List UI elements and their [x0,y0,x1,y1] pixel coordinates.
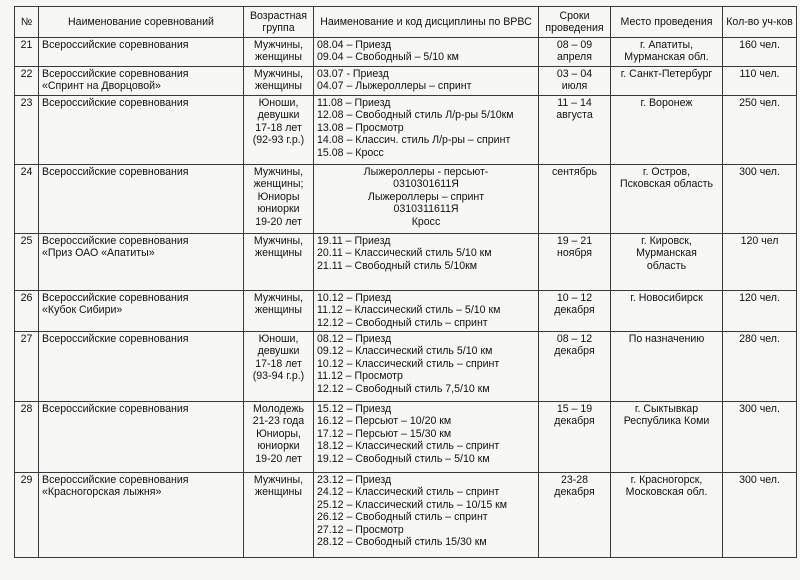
discipline-list [314,473,539,558]
row-number: 29 [15,473,39,558]
row-number: 26 [15,291,39,332]
dates: 19 – 21 ноября [539,234,611,291]
discipline-item: Кросс [411,215,441,228]
place: г. Кировск, Мурманская область [611,234,723,291]
discipline-item: 08.12 – Приезд [317,333,392,345]
participants-count: 280 чел. [723,332,797,402]
discipline-item: Лыжероллеры - персьют- [363,166,489,178]
discipline-item: 28.12 – Свободный стиль 15/30 км [317,536,487,549]
discipline-list [314,96,539,165]
dates: 08 – 09 апреля [539,38,611,67]
discipline-item: 16.12 – Персьют – 10/20 км [317,415,452,428]
discipline-item: 09.04 – Свободный – 5/10 км [317,51,459,64]
discipline-item: 11.12 – Просмотр [317,370,403,383]
competition-name: Всероссийские соревнования [39,96,244,165]
dates: сентябрь [539,165,611,234]
age-group: Мужчины, женщины; Юниоры юниорки 19-20 лет [244,165,314,234]
age-group: Мужчины, женщины [244,291,314,332]
discipline-item: 19.11 – Приезд [317,235,391,247]
age-group: Юноши, девушки 17-18 лет (93-94 г.р.) [244,332,314,402]
discipline-item: 08.04 – Приезд [317,39,392,51]
place: г. Красногорск, Московская обл. [611,473,723,558]
discipline-item: 15.08 – Кросс [317,146,384,159]
discipline-item: 11.08 – Приезд [317,97,391,109]
participants-count: 250 чел. [723,96,797,165]
age-group: Мужчины, женщины [244,67,314,96]
participants-count: 120 чел. [723,291,797,332]
row-number: 23 [15,96,39,165]
discipline-item: 26.12 – Свободный стиль – спринт [317,511,488,524]
header-name: Наименование соревнований [39,7,244,38]
table-row [15,291,797,332]
discipline-item: 10.12 – Классический стиль – спринт [317,357,500,370]
age-group: Юноши, девушки 17-18 лет (92-93 г.р.) [244,96,314,165]
age-group: Мужчины, женщины [244,38,314,67]
discipline-item: 19.12 – Свободный стиль – 5/10 км [317,452,490,465]
discipline-list [314,67,539,96]
place: г. Новосибирск [611,291,723,332]
discipline-item: 13.08 – Просмотр [317,121,404,134]
age-group: Мужчины, женщины [244,234,314,291]
place: г. Воронеж [611,96,723,165]
discipline-item: 24.12 – Классический стиль – спринт [317,486,500,499]
competition-name: Всероссийские соревнования «Красногорская лыжня» [39,473,244,558]
discipline-list [314,38,539,67]
table-row [15,96,797,165]
row-number: 25 [15,234,39,291]
header-dates: Сроки проведения [539,7,611,38]
discipline-item: 10.12 – Приезд [317,292,392,304]
discipline-item: 0310311611Я [393,203,459,216]
discipline-item: 17.12 – Персьют – 15/30 км [317,427,452,440]
discipline-item: 12.08 – Свободный стиль Л/р-ры 5/10км [317,109,514,122]
dates: 11 – 14 августа [539,96,611,165]
dates: 03 – 04 июля [539,67,611,96]
competition-name: Всероссийские соревнования «Кубок Сибири» [39,291,244,332]
dates: 15 – 19 декабря [539,402,611,473]
header-num: № [15,7,39,38]
header-count: Кол-во уч-ков [723,7,797,38]
discipline-item: 18.12 – Классический стиль – спринт [317,440,500,453]
participants-count: 160 чел. [723,38,797,67]
table-row [15,402,797,473]
discipline-item: 27.12 – Просмотр [317,523,404,536]
dates: 08 – 12 декабря [539,332,611,402]
row-number: 22 [15,67,39,96]
discipline-item: Лыжероллеры – спринт [367,190,485,203]
table-row [15,165,797,234]
discipline-list [314,291,539,332]
place: г. Санкт-Петербург [611,67,723,96]
row-number: 28 [15,402,39,473]
dates: 10 – 12 декабря [539,291,611,332]
discipline-item: 09.12 – Классический стиль 5/10 км [317,345,493,358]
discipline-item: 03.07 - Приезд [317,68,389,80]
discipline-item: 25.12 – Классический стиль – 10/15 км [317,498,508,511]
competition-name: Всероссийские соревнования «Спринт на Дворцовой» [39,67,244,96]
discipline-item: 23.12 – Приезд [317,474,392,486]
participants-count: 110 чел. [723,67,797,96]
discipline-item: 0310301611Я [393,178,459,191]
table-row [15,234,797,291]
table-row [15,473,797,558]
table-row [15,332,797,402]
competition-name: Всероссийские соревнования «Приз ОАО «Апатиты» [39,234,244,291]
discipline-list [314,165,539,234]
header-age: Возрастная группа [244,7,314,38]
row-number: 21 [15,38,39,67]
place: По назначению [611,332,723,402]
discipline-item: 21.11 – Свободный стиль 5/10км [317,259,478,272]
discipline-list [314,402,539,473]
discipline-item: 12.12 – Свободный стиль – спринт [317,316,488,329]
participants-count: 120 чел [723,234,797,291]
discipline-item: 11.12 – Классический стиль – 5/10 км [317,304,501,317]
participants-count: 300 чел. [723,473,797,558]
dates: 23-28 декабря [539,473,611,558]
table-header-row [15,7,797,38]
discipline-item: 12.12 – Свободный стиль 7,5/10 км [317,382,490,395]
participants-count: 300 чел. [723,402,797,473]
discipline-item: 15.12 – Приезд [317,403,392,415]
table-row [15,38,797,67]
competition-name: Всероссийские соревнования [39,332,244,402]
competition-name: Всероссийские соревнования [39,402,244,473]
age-group: Молодежь 21-23 года Юниоры, юниорки 19-20 лет [244,402,314,473]
competition-name: Всероссийские соревнования [39,38,244,67]
participants-count: 300 чел. [723,165,797,234]
competition-name: Всероссийские соревнования [39,165,244,234]
age-group: Мужчины, женщины [244,473,314,558]
place: г. Сыктывкар Республика Коми [611,402,723,473]
discipline-list [314,234,539,291]
discipline-item: 04.07 – Лыжероллеры – спринт [317,80,472,93]
place: г. Остров, Псковская область [611,165,723,234]
header-discipline: Наименование и код дисциплины по ВРВС [314,7,539,38]
table-row [15,67,797,96]
discipline-item: 20.11 – Классический стиль 5/10 км [317,247,492,260]
row-number: 24 [15,165,39,234]
competition-schedule-table [14,6,797,558]
header-place: Место проведения [611,7,723,38]
row-number: 27 [15,332,39,402]
place: г. Апатиты, Мурманская обл. [611,38,723,67]
discipline-item: 14.08 – Классич. стиль Л/р-ры – спринт [317,134,511,147]
discipline-list [314,332,539,402]
